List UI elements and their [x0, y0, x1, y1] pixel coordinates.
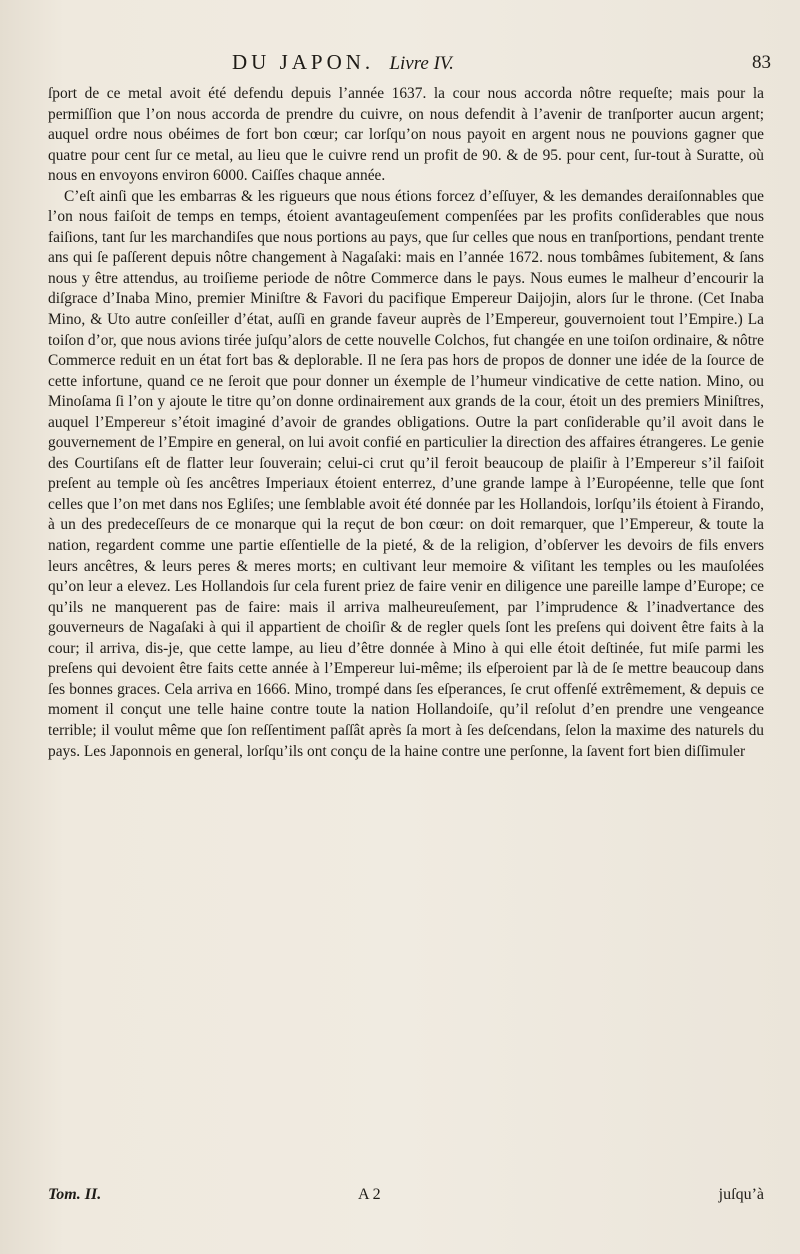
- page-header: [0, 50, 800, 80]
- body-text: [48, 84, 764, 1184]
- running-title-text: DU JAPON.: [232, 50, 375, 74]
- signature-mark: Tom. II.: [48, 1186, 102, 1203]
- catchword: juſqu’à: [718, 1186, 764, 1203]
- page-number: 83: [752, 52, 771, 73]
- signature-letter: A 2: [358, 1186, 381, 1203]
- running-book: Livre IV.: [389, 53, 454, 74]
- page-footer: [48, 1186, 764, 1208]
- paragraph-2: C’eſt ainſi que les embarras & les rigueurs que nous étions forcez d’eſſuyer, & les demandes deraiſonnables que l’on nous faiſoit de temps en temps, étoient avantageuſement compenſées par les profits conſiderables que nous faiſions, tant ſur les marchandiſes que nous portions au pays, que ſur celles que nous en tranſportions, pendant trente ans qui ſe paſſerent depuis nôtre changement à Nagaſaki: mais en l’année 1672. nous tombâmes ſubitement, & ſans nous y être attendus, au troiſieme periode de nôtre Commerce dans le pays. Nous eumes le malheur d’encourir la diſgrace d’Inaba Mino, premier Miniſtre & Favori du pacifique Empereur Daijojin, alors ſur le throne. (Cet Inaba Mino, & Uto autre conſeiller d’état, auſſi en grande faveur auprès de l’Empereur, gouvernoient tout l’Empire.) La toiſon d’or, que nous avions tirée juſqu’alors de cette nouvelle Colchos, fut changée en une toiſon ordinaire, & nôtre Commerce reduit en un état fort bas & deplorable. Il ne ſera pas hors de propos de donner une idée de la ſource de cette infortune, quand ce ne ſeroit que pour donner un éxemple de l’humeur vindicative de cette nation. Mino, ou Minoſama ſi l’on y ajoute le titre qu’on donne ordinairement aux grands de la cour, étoit un des premiers Miniſtres, auquel l’Empereur s’étoit imaginé d’avoir de grandes obligations. Outre la part conſiderable qu’il avoit dans le gouvernement de l’Empire en general, on lui avoit confié en particulier la direction des affaires étrangeres. Le genie des Courtiſans eſt de flatter leur ſouverain; celui-ci crut qu’il feroit beaucoup de plaiſir à l’Empereur s’il faiſoit preſent au temple où ſes ancêtres Imperiaux étoient enterrez, d’une grande lampe à l’Européenne, telle que ſont celles que l’on met dans nos Egliſes; une ſemblable avoit été donnée par les Hollandois, lorſqu’ils étoient à Firando, à un des predeceſſeurs de ce monarque qui la reçut de bon cœur: on doit remarquer, que l’Empereur, & toute la nation, regardent comme une partie eſſentielle de la pieté, & de la religion, d’obſerver les devoirs de fils envers leurs ancêtres, & leurs peres & meres morts; en cultivant leur memoire & viſitant les temples ou les mauſolées qu’on leur a elevez. Les Hollandois ſur cela furent priez de faire venir en diligence une pareille lampe d’Europe; ce qu’ils ne manquerent pas de faire: mais il arriva malheureuſement, par l’imprudence & l’inadvertance des gouverneurs de Nagaſaki à qui il appartient de choiſir & de regler quels ſont les preſens qui doivent être faits à la cour; il arriva, dis-je, que cette lampe, au lieu d’être donnée à Mino à qui elle étoit deſtinée, fut miſe parmi les preſens qui devoient être faits cette année à l’Empereur lui-même; ils eſperoient par là de ſe mettre beaucoup dans ſes bonnes graces. Cela arriva en 1666. Mino, trompé dans ſes eſperances, ſe crut offenſé extrêmement, & depuis ce moment il conçut une telle haine contre toute la nation Hollandoiſe, qu’il reſolut d’en prendre une vengeance terrible; il voulut même que ſon reſſentiment paſſât après ſa mort à ſes deſcendans, ſelon la maxime des naturels du pays. Les Japonnois en general, lorſqu’ils ont conçu de la haine contre une perſonne, la ſavent fort bien diſſimuler: [48, 187, 764, 760]
- paragraph-1: ſport de ce metal avoit été defendu depuis l’année 1637. la cour nous accorda nôtre requeſte; mais pour la permiſſion que l’on nous accorda de prendre du cuivre, on nous defendit à l’avenir de tranſporter aucun argent; auquel ordre nous obéimes de fort bon cœur; car lorſqu’on nous payoit en argent nous ne pouvions gagner que quatre pour cent ſur ce metal, au lieu que le cuivre rend un profit de 90. & de 95. pour cent, ſur-tout à Suratte, où nous en envoyons environ 6000. Caiſſes chaque année.: [48, 85, 764, 185]
- running-title: [232, 50, 454, 75]
